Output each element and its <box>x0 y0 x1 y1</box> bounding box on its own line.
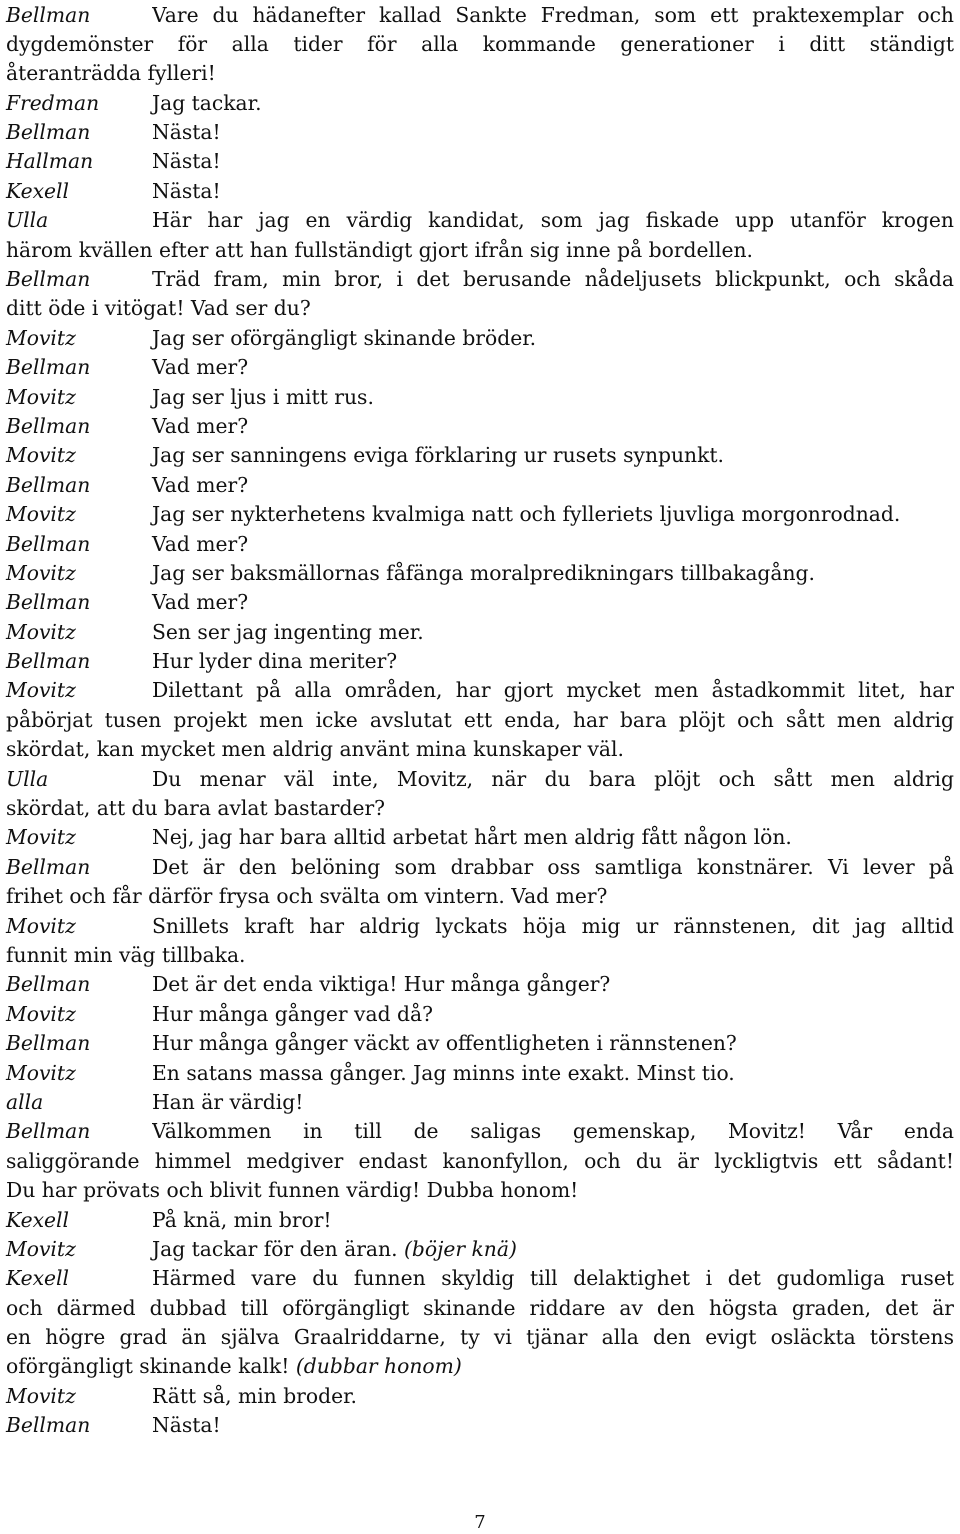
speaker-name: Hallman <box>6 149 94 174</box>
dialogue-text-content: Vare du hädanefter kallad Sankte Fredman, som ett praktexemplar och <box>152 2 954 27</box>
dialogue-text <box>152 823 792 852</box>
dialogue-line <box>6 1382 954 1411</box>
speaker-name: Movitz <box>6 1060 76 1085</box>
speaker-name: Movitz <box>6 1236 76 1261</box>
dialogue-line <box>6 1029 954 1058</box>
speaker-name: Movitz <box>6 619 76 644</box>
dialogue-text <box>152 265 954 294</box>
dialogue-text-content: funnit min väg tillbaka. <box>6 943 246 967</box>
dialogue-line <box>6 89 954 118</box>
dialogue-text <box>6 794 385 823</box>
dialogue-text <box>152 353 248 382</box>
dialogue-line <box>6 970 954 999</box>
dialogue-text <box>152 177 221 206</box>
dialogue-line <box>6 177 954 206</box>
speaker-name: Bellman <box>6 1413 91 1438</box>
dialogue-text <box>152 647 397 676</box>
dialogue-text <box>152 471 248 500</box>
dialogue-text <box>152 441 724 470</box>
speaker-name: Bellman <box>6 267 91 292</box>
dialogue-text-content: På knä, min bror! <box>152 1207 332 1232</box>
dialogue-text <box>6 1147 954 1176</box>
dialogue-text-content: Det är den belöning som drabbar oss samtliga konstnärer. Vi lever på <box>152 854 954 879</box>
dialogue-text <box>152 1206 332 1235</box>
dialogue-line <box>6 823 954 852</box>
speaker-name: Ulla <box>6 766 49 791</box>
dialogue-line <box>6 118 954 147</box>
dialogue-text-content: Nästa! <box>152 120 221 145</box>
dialogue-line <box>6 265 954 294</box>
dialogue-line <box>6 735 954 764</box>
dialogue-text-content: Vad mer? <box>152 413 249 438</box>
dialogue-line <box>6 853 954 882</box>
speaker-name: Bellman <box>6 1119 91 1144</box>
dialogue-line <box>6 1176 954 1205</box>
dialogue-text <box>152 765 954 794</box>
speaker-name: Kexell <box>6 1266 70 1291</box>
speaker-name: Bellman <box>6 531 91 556</box>
dialogue-line <box>6 1235 954 1264</box>
speaker-name: Movitz <box>6 678 76 703</box>
dialogue-text-content: Träd fram, min bror, i det berusande nådeljusets blickpunkt, och skåda <box>152 267 954 292</box>
speaker-name: Ulla <box>6 208 49 233</box>
dialogue-text-content: Hur lyder dina meriter? <box>152 649 398 674</box>
speaker-name: Movitz <box>6 325 76 350</box>
dialogue-text <box>152 1264 954 1293</box>
dialogue-text-content: oförgängligt skinande kalk! <box>6 1354 290 1379</box>
dialogue-line <box>6 1088 954 1117</box>
speaker-name: Movitz <box>6 560 76 585</box>
dialogue-line <box>6 559 954 588</box>
dialogue-text <box>152 89 262 118</box>
dialogue-text <box>152 118 221 147</box>
speaker-name: Fredman <box>6 90 100 115</box>
dialogue-text-content: skördat, kan mycket men aldrig använt mina kunskaper väl. <box>6 737 624 762</box>
dialogue-text-content: påbörjat tusen projekt men icke avslutat ett enda, har bara plöjt och sått men aldrig <box>6 707 954 732</box>
dialogue-text-content: dygdemönster för alla tider för alla kommande generationer i ditt ständigt <box>6 31 954 56</box>
dialogue-text <box>152 559 815 588</box>
speaker-name: Movitz <box>6 913 76 938</box>
dialogue-text-content: Vad mer? <box>152 531 249 556</box>
dialogue-text-content: frihet och får därför frysa och svälta om vintern. Vad mer? <box>6 884 608 909</box>
dialogue-text-content: Rätt så, min broder. <box>152 1383 357 1408</box>
dialogue-text-content: Härmed vare du funnen skyldig till delaktighet i det gudomliga ruset <box>152 1266 954 1291</box>
dialogue-text <box>152 500 900 529</box>
dialogue-line <box>6 471 954 500</box>
dialogue-line <box>6 206 954 235</box>
dialogue-line <box>6 882 954 911</box>
speaker-name: Bellman <box>6 649 91 674</box>
dialogue-text <box>6 1294 954 1323</box>
dialogue-text <box>152 853 954 882</box>
dialogue-text <box>152 618 424 647</box>
speaker-name: Bellman <box>6 972 91 997</box>
dialogue-text-content: härom kvällen efter att han fullständigt gjort ifrån sig inne på bordellen. <box>6 237 753 262</box>
stage-direction: (böjer knä) <box>403 1236 517 1261</box>
dialogue-text-content: Vad mer? <box>152 355 249 380</box>
speaker-name: Kexell <box>6 178 70 203</box>
dialogue-line <box>6 383 954 412</box>
dialogue-line <box>6 647 954 676</box>
dialogue-line <box>6 1147 954 1176</box>
dialogue-line <box>6 588 954 617</box>
dialogue-line <box>6 1323 954 1352</box>
dialogue-line <box>6 1411 954 1440</box>
dialogue-text-content: Jag ser oförgängligt skinande bröder. <box>152 325 537 350</box>
dialogue-line <box>6 147 954 176</box>
dialogue-text-content: Sen ser jag ingenting mer. <box>152 619 424 644</box>
dialogue-text <box>152 1411 221 1440</box>
dialogue-line <box>6 941 954 970</box>
dialogue-text-content: Du har prövats och blivit funnen värdig! Dubba honom! <box>6 1178 579 1203</box>
dialogue-text-content: Hur många gånger vad då? <box>152 1001 433 1026</box>
dialogue-text-content: och därmed dubbad till oförgängligt skinande riddare av den högsta graden, det är <box>6 1295 954 1320</box>
speaker-name: Bellman <box>6 590 91 615</box>
dialogue-line <box>6 59 954 88</box>
dialogue-text <box>6 1323 954 1352</box>
speaker-name: Kexell <box>6 1207 70 1232</box>
dialogue-text <box>152 383 374 412</box>
dialogue-text-content: Det är det enda viktiga! Hur många gånger? <box>152 972 611 997</box>
dialogue-text <box>152 1117 954 1146</box>
dialogue-text-content: Nästa! <box>152 149 221 174</box>
dialogue-text-content: Jag tackar. <box>152 90 262 115</box>
dialogue-text-content: Jag tackar för den äran. <box>152 1236 398 1261</box>
dialogue-text <box>152 970 610 999</box>
dialogue-text-content: En satans massa gånger. Jag minns inte exakt. Minst tio. <box>152 1060 735 1085</box>
dialogue-line <box>6 324 954 353</box>
dialogue-line <box>6 1206 954 1235</box>
dialogue-text <box>152 1029 737 1058</box>
dialogue-text <box>6 30 954 59</box>
dialogue-line <box>6 912 954 941</box>
speaker-name: Movitz <box>6 443 76 468</box>
speaker-name: Bellman <box>6 472 91 497</box>
dialogue-text-content: Jag ser nykterhetens kvalmiga natt och fylleriets ljuvliga morgonrodnad. <box>152 502 901 527</box>
dialogue-line <box>6 412 954 441</box>
dialogue-text-content: Nästa! <box>152 1413 221 1438</box>
dialogue-line <box>6 441 954 470</box>
stage-direction: (dubbar honom) <box>295 1354 462 1379</box>
dialogue-text <box>152 1059 735 1088</box>
dialogue-line <box>6 1059 954 1088</box>
dialogue-text-content: skördat, att du bara avlat bastarder? <box>6 796 386 821</box>
speaker-name: Movitz <box>6 1383 76 1408</box>
dialogue-text <box>152 412 248 441</box>
dialogue-text-content: ditt öde i vitögat! Vad ser du? <box>6 296 311 321</box>
dialogue-line <box>6 1294 954 1323</box>
dialogue-text <box>152 1235 517 1264</box>
dialogue-line <box>6 1 954 30</box>
dialogue-text-content: Vad mer? <box>152 590 249 615</box>
speaker-name: Bellman <box>6 355 91 380</box>
dialogue-line <box>6 530 954 559</box>
dialogue-text <box>152 1000 433 1029</box>
dialogue-text-content: Hur många gånger väckt av offentligheten i rännstenen? <box>152 1031 737 1056</box>
dialogue-text-content: Snillets kraft har aldrig lyckats höja mig ur rännstenen, dit jag alltid <box>152 913 954 938</box>
dialogue-text <box>152 1382 357 1411</box>
dialogue-text-content: Han är värdig! <box>152 1089 304 1114</box>
dialogue-text <box>6 1352 462 1381</box>
dialogue-text-content: återanträdda fylleri! <box>6 61 216 86</box>
dialogue-text <box>152 1 954 30</box>
dialogue-text <box>6 236 753 265</box>
dialogue-line <box>6 1117 954 1146</box>
dialogue-text <box>152 530 248 559</box>
dialogue-line <box>6 618 954 647</box>
speaker-name: alla <box>6 1089 44 1114</box>
dialogue-text-content: en högre grad än själva Graalriddarne, ty vi tjänar alla den evigt osläckta törstens <box>6 1325 954 1350</box>
dialogue-line <box>6 236 954 265</box>
script-page <box>6 1 954 1441</box>
dialogue-text <box>6 735 624 764</box>
dialogue-text <box>6 294 311 323</box>
dialogue-text-content: Nästa! <box>152 178 221 203</box>
dialogue-text <box>152 147 221 176</box>
speaker-name: Bellman <box>6 2 91 27</box>
dialogue-text <box>152 1088 303 1117</box>
dialogue-text-content: saliggörande himmel medgiver endast kanonfyllon, och du är lyckligtvis ett sådant! <box>6 1148 954 1173</box>
dialogue-line <box>6 1352 954 1381</box>
dialogue-line <box>6 765 954 794</box>
dialogue-text-content: Dilettant på alla områden, har gjort mycket men åstadkommit litet, har <box>152 678 954 703</box>
speaker-name: Bellman <box>6 854 91 879</box>
dialogue-line <box>6 1000 954 1029</box>
speaker-name: Movitz <box>6 825 76 850</box>
dialogue-line <box>6 794 954 823</box>
dialogue-text-content: Välkommen in till de saligas gemenskap, Movitz! Vår enda <box>152 1119 954 1144</box>
dialogue-text-content: Jag ser ljus i mitt rus. <box>152 384 374 409</box>
dialogue-line <box>6 676 954 705</box>
speaker-name: Bellman <box>6 413 91 438</box>
dialogue-text-content: Du menar väl inte, Movitz, när du bara plöjt och sått men aldrig <box>152 766 954 791</box>
page-number: 7 <box>474 1512 486 1533</box>
dialogue-text-content: Vad mer? <box>152 472 249 497</box>
dialogue-line <box>6 294 954 323</box>
dialogue-text <box>6 1176 578 1205</box>
dialogue-text-content: Jag ser baksmällornas fåfänga moralpredikningars tillbakagång. <box>152 560 815 585</box>
dialogue-text <box>152 912 954 941</box>
dialogue-line <box>6 30 954 59</box>
dialogue-text <box>152 588 248 617</box>
dialogue-text <box>152 324 536 353</box>
dialogue-text-content: Här har jag en värdig kandidat, som jag fiskade upp utanför krogen <box>152 208 954 233</box>
dialogue-text <box>152 676 954 705</box>
speaker-name: Movitz <box>6 502 76 527</box>
speaker-name: Bellman <box>6 120 91 145</box>
dialogue-line <box>6 706 954 735</box>
dialogue-text-content: Nej, jag har bara alltid arbetat hårt men aldrig fått någon lön. <box>152 825 792 850</box>
dialogue-line <box>6 500 954 529</box>
dialogue-text-content: Jag ser sanningens eviga förklaring ur rusets synpunkt. <box>152 443 724 468</box>
dialogue-text <box>6 706 954 735</box>
dialogue-text <box>152 206 954 235</box>
dialogue-text <box>6 882 607 911</box>
dialogue-line <box>6 353 954 382</box>
dialogue-text <box>6 941 246 970</box>
dialogue-text <box>6 59 216 88</box>
speaker-name: Movitz <box>6 1001 76 1026</box>
speaker-name: Bellman <box>6 1031 91 1056</box>
dialogue-line <box>6 1264 954 1293</box>
speaker-name: Movitz <box>6 384 76 409</box>
